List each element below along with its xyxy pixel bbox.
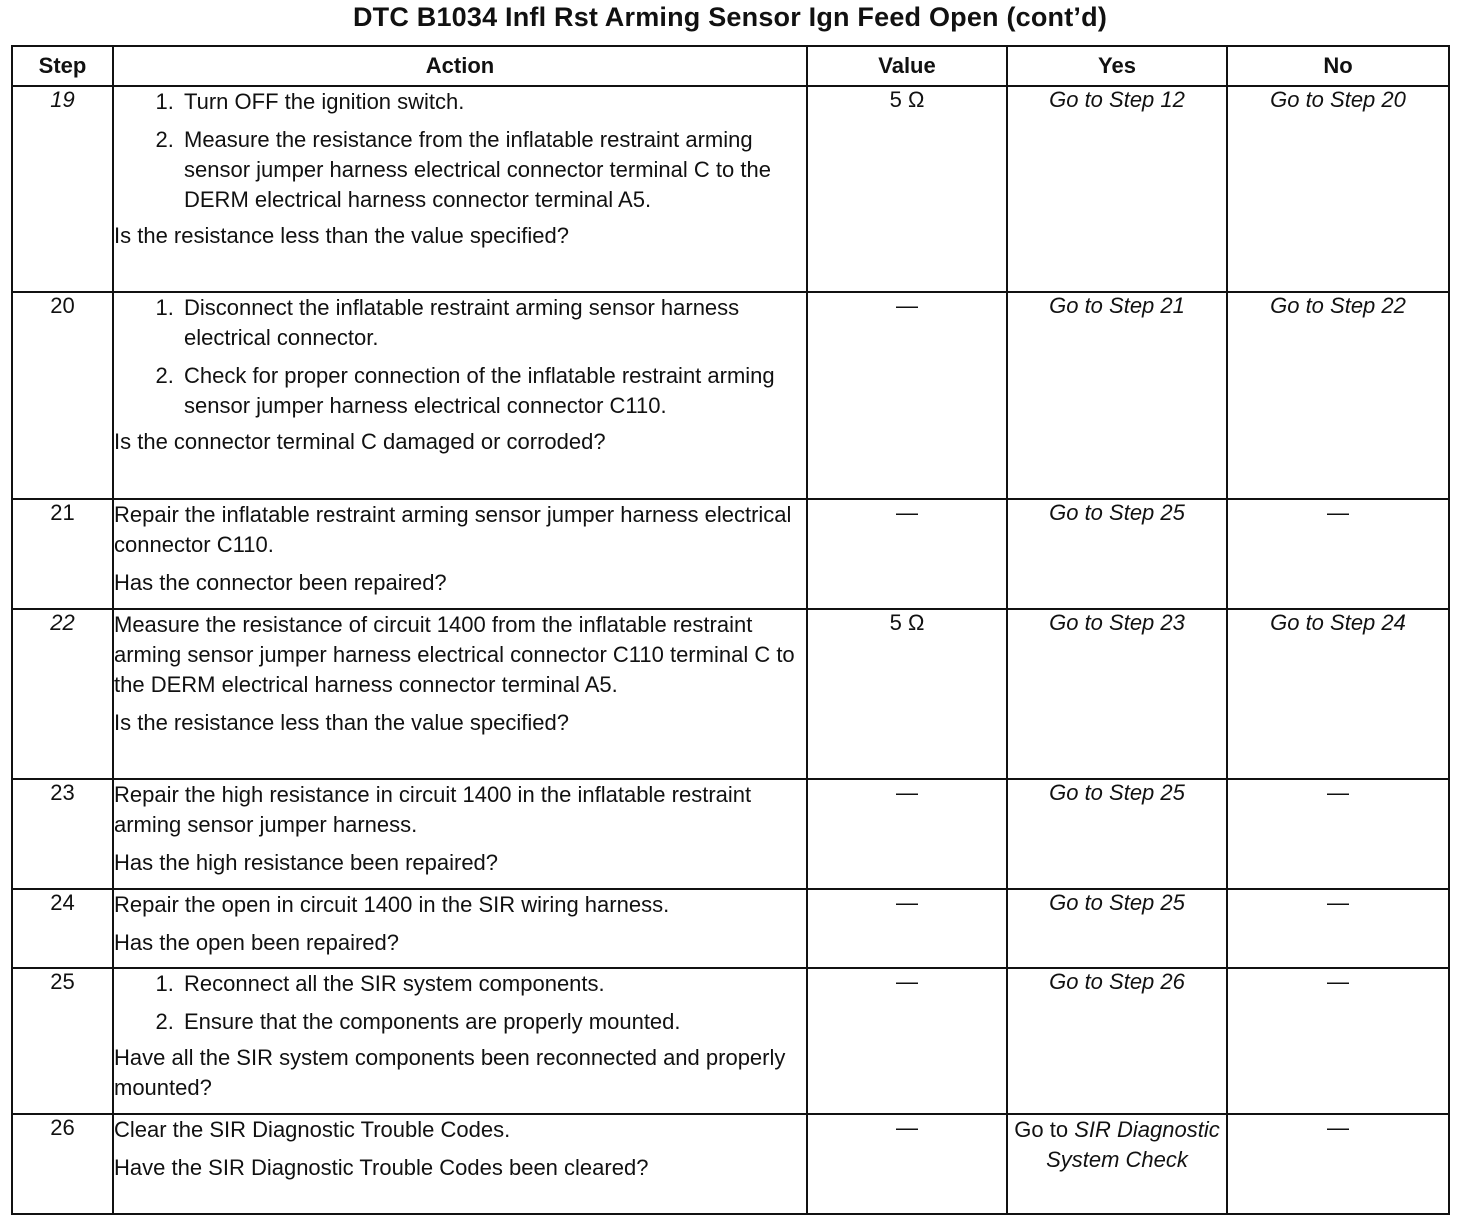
action-text: Repair the high resistance in circuit 1400 in the inflatable restraint arming sensor jumper harness.: [114, 782, 752, 837]
table-row: [12, 609, 1449, 779]
value-cell: —: [807, 292, 1007, 499]
table-row: [12, 889, 1449, 968]
action-cell: [113, 779, 807, 889]
yes-link-text: SIR Diagnostic System Check: [1046, 1117, 1220, 1172]
action-step: 1. Turn OFF the ignition switch.: [180, 87, 806, 117]
action-step: 2. Ensure that the components are properly mounted.: [180, 1007, 806, 1037]
table-row: [12, 1114, 1449, 1214]
yes-result: Go to Step 25: [1007, 889, 1227, 968]
action-cell: [113, 968, 807, 1114]
action-steps: [114, 293, 806, 421]
table-row: [12, 779, 1449, 889]
value-cell: —: [807, 1114, 1007, 1214]
no-result: Go to Step 24: [1227, 609, 1449, 779]
action-steps: [114, 969, 806, 1037]
action-cell: [113, 1114, 807, 1214]
no-result: —: [1227, 889, 1449, 968]
table-row: [12, 292, 1449, 499]
header-row: [12, 46, 1449, 86]
header-yes: Yes: [1007, 46, 1227, 86]
step-number: 22: [12, 609, 113, 779]
table-row: [12, 499, 1449, 609]
action-step: 1. Disconnect the inflatable restraint arming sensor harness electrical connector.: [180, 293, 806, 353]
value-cell: 5 Ω: [807, 609, 1007, 779]
value-cell: —: [807, 499, 1007, 609]
action-text: Clear the SIR Diagnostic Trouble Codes.: [114, 1117, 511, 1142]
action-text: Repair the inflatable restraint arming sensor jumper harness electrical connector C110.: [114, 502, 792, 557]
action-question: Has the connector been repaired?: [114, 570, 447, 595]
action-question: Have all the SIR system components been reconnected and properly mounted?: [114, 1045, 786, 1100]
header-no: No: [1227, 46, 1449, 86]
value-cell: —: [807, 889, 1007, 968]
step-number: 19: [12, 86, 113, 292]
yes-result: Go to Step 25: [1007, 779, 1227, 889]
action-cell: [113, 609, 807, 779]
action-question: Has the high resistance been repaired?: [114, 850, 499, 875]
step-number: 24: [12, 889, 113, 968]
no-result: —: [1227, 968, 1449, 1114]
yes-result: [1007, 1114, 1227, 1214]
step-number: 23: [12, 779, 113, 889]
action-cell: [113, 499, 807, 609]
action-question: Has the open been repaired?: [114, 930, 399, 955]
action-cell: [113, 292, 807, 499]
value-cell: 5 Ω: [807, 86, 1007, 292]
yes-result: Go to Step 25: [1007, 499, 1227, 609]
action-step: 2. Measure the resistance from the inflatable restraint arming sensor jumper harness electrical connector terminal C to the DERM electrical harness connector terminal A5.: [180, 125, 806, 215]
no-result: —: [1227, 499, 1449, 609]
no-result: Go to Step 22: [1227, 292, 1449, 499]
action-question: Have the SIR Diagnostic Trouble Codes been cleared?: [114, 1155, 649, 1180]
no-result: —: [1227, 1114, 1449, 1214]
action-step: 1. Reconnect all the SIR system components.: [180, 969, 806, 999]
action-question: Is the resistance less than the value specified?: [114, 223, 569, 248]
step-number: 21: [12, 499, 113, 609]
action-step: 2. Check for proper connection of the inflatable restraint arming sensor jumper harness electrical connector C110.: [180, 361, 806, 421]
action-cell: [113, 86, 807, 292]
yes-result: Go to Step 12: [1007, 86, 1227, 292]
table-row: [12, 86, 1449, 292]
value-cell: —: [807, 968, 1007, 1114]
action-question: Is the resistance less than the value specified?: [114, 710, 569, 735]
step-number: 26: [12, 1114, 113, 1214]
step-number: 25: [12, 968, 113, 1114]
header-value: Value: [807, 46, 1007, 86]
action-steps: [114, 87, 806, 215]
step-number: 20: [12, 292, 113, 499]
yes-result: Go to Step 23: [1007, 609, 1227, 779]
table-row: [12, 968, 1449, 1114]
action-text: Repair the open in circuit 1400 in the SIR wiring harness.: [114, 892, 670, 917]
no-result: —: [1227, 779, 1449, 889]
value-cell: —: [807, 779, 1007, 889]
page-title: DTC B1034 Infl Rst Arming Sensor Ign Feed Open (cont’d): [352, 2, 1108, 32]
header-step: Step: [12, 46, 113, 86]
yes-result: Go to Step 26: [1007, 968, 1227, 1114]
action-text: Measure the resistance of circuit 1400 from the inflatable restraint arming sensor jumper harness electrical connector C110 terminal C to the DERM electrical harness connector terminal A5.: [114, 612, 795, 697]
header-action: Action: [113, 46, 807, 86]
no-result: Go to Step 20: [1227, 86, 1449, 292]
yes-prefix: Go to: [1014, 1117, 1069, 1142]
yes-result: Go to Step 21: [1007, 292, 1227, 499]
action-cell: [113, 889, 807, 968]
diagnostic-table: [11, 45, 1450, 1215]
action-question: Is the connector terminal C damaged or corroded?: [114, 429, 606, 454]
